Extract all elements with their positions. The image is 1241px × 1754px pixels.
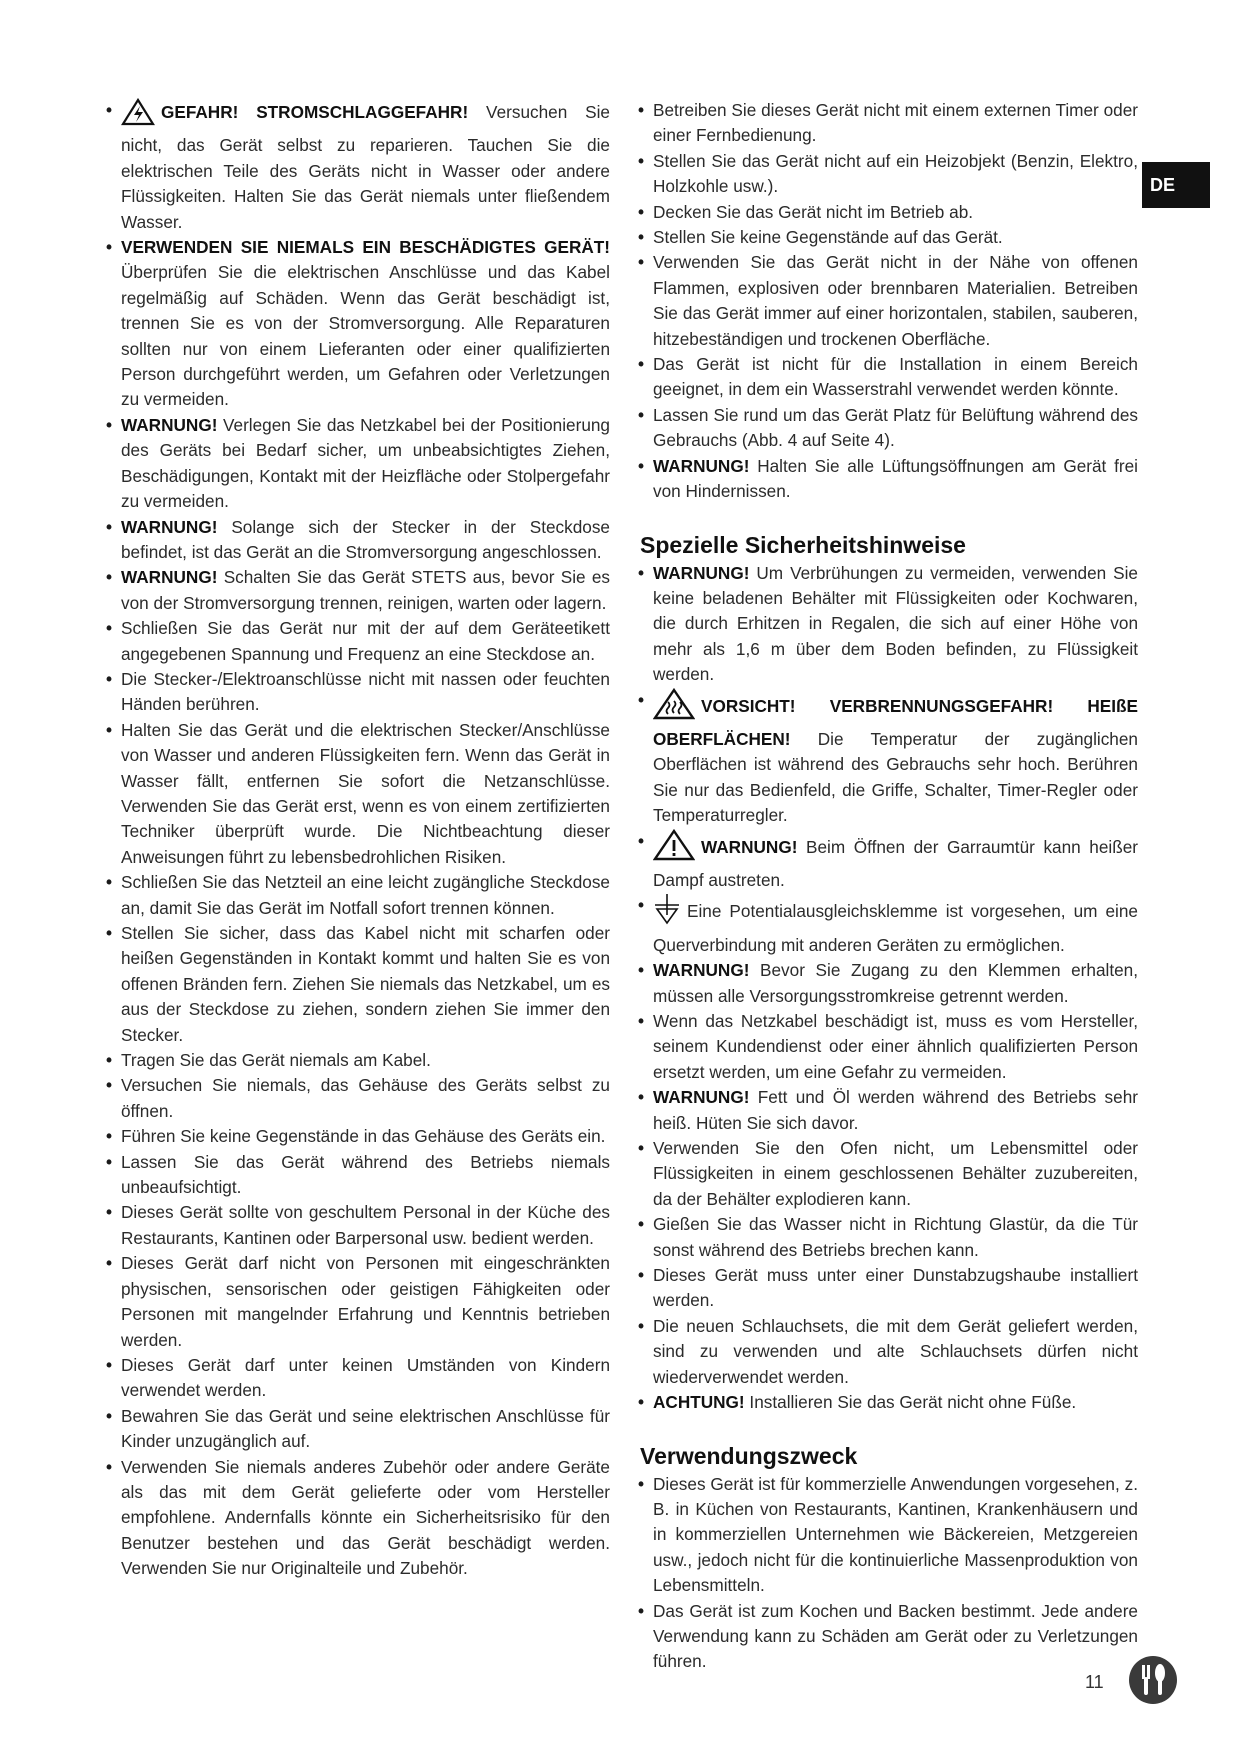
list-item: • Lassen Sie das Gerät während des Betriebs niemals unbeaufsichtigt. xyxy=(108,1150,610,1201)
right-column xyxy=(640,98,1138,1675)
list-item: • Das Gerät ist zum Kochen und Backen bestimmt. Jede andere Verwendung kann zu Schäden am Gerät oder zu Verletzungen führen. xyxy=(640,1599,1138,1675)
list-item: • WARNUNG! Um Verbrühungen zu vermeiden, verwenden Sie keine beladenen Behälter mit Flüssigkeiten oder Kochwaren, die durch Erhitzen in Regalen, die sich auf einer Höhe von mehr als 1,6 m über dem Boden befinden, zu Flüssigkeit werden. xyxy=(640,561,1138,688)
list-item: • ACHTUNG! Installieren Sie das Gerät nicht ohne Füße. xyxy=(640,1390,1138,1415)
section-title-intended-use: Verwendungszweck xyxy=(640,1442,858,1469)
list-item: • WARNUNG! Bevor Sie Zugang zu den Klemmen erhalten, müssen alle Versorgungsstromkreise getrennt werden. xyxy=(640,958,1138,1009)
list-item: • Decken Sie das Gerät nicht im Betrieb ab. xyxy=(640,200,1138,225)
list-item: • Stellen Sie das Gerät nicht auf ein Heizobjekt (Benzin, Elektro, Holzkohle usw.). xyxy=(640,149,1138,200)
hot-surface-icon xyxy=(653,688,695,727)
page-number: 11 xyxy=(1085,1672,1104,1692)
list-item: • Halten Sie das Gerät und die elektrischen Stecker/Anschlüsse von Wasser und anderen Flüssigkeiten fern. Wenn das Gerät in Wasser fällt, entfernen Sie sofort die Netzanschlüsse. Verwenden Sie das Gerät erst, wenn es von einem zertifizierten Techniker überprüft wurde. Die Nichtbeachtung dieser Anweisungen führt zu lebensbedrohlichen Risiken. xyxy=(108,718,610,870)
warning-icon xyxy=(653,829,695,868)
section-title-special-safety: Spezielle Sicherheitshinweise xyxy=(640,531,966,558)
list-item: • Schließen Sie das Gerät nur mit der auf dem Geräteetikett angegebenen Spannung und Frequenz an eine Steckdose an. xyxy=(108,616,610,667)
list-item: • Betreiben Sie dieses Gerät nicht mit einem externen Timer oder einer Fernbedienung. xyxy=(640,98,1138,149)
brand-logo-icon xyxy=(1128,1655,1178,1705)
list-item: • Verwenden Sie den Ofen nicht, um Lebensmittel oder Flüssigkeiten in einem geschlossenen Behälter zuzubereiten, da der Behälter explodieren kann. xyxy=(640,1136,1138,1212)
list-item: • GEFAHR! STROMSCHLAGGEFAHR! Versuchen Sie nicht, das Gerät selbst zu reparieren. Tauchen Sie die elektrischen Teile des Geräts nicht in Wasser oder andere Flüssigkeiten. Halten Sie das Gerät niemals unter fließendem Wasser. xyxy=(108,98,610,235)
list-item: • Stellen Sie sicher, dass das Kabel nicht mit scharfen oder heißen Gegenständen in Kontakt kommt und halten Sie es von offenen Bränden fern. Ziehen Sie niemals das Netzkabel, um es aus der Steckdose zu ziehen, sondern ziehen Sie immer den Stecker. xyxy=(108,921,610,1048)
list-item: • WARNUNG! Schalten Sie das Gerät STETS aus, bevor Sie es von der Stromversorgung trennen, reinigen, warten oder lagern. xyxy=(108,565,610,616)
electric-hazard-icon xyxy=(121,98,155,133)
list-item: • Dieses Gerät muss unter einer Dunstabzugshaube installiert werden. xyxy=(640,1263,1138,1314)
list-item: • Versuchen Sie niemals, das Gehäuse des Geräts selbst zu öffnen. xyxy=(108,1073,610,1124)
list-item: • Dieses Gerät ist für kommerzielle Anwendungen vorgesehen, z. B. in Küchen von Restaurants, Kantinen, Krankenhäusern und in kommerziellen Unternehmen wie Bäckereien, Metzgereien usw., jedoch nicht für die kontinuierliche Massenproduktion von Lebensmitteln. xyxy=(640,1472,1138,1599)
intended-use-list xyxy=(640,1472,1138,1675)
list-item: • Die neuen Schlauchsets, die mit dem Gerät geliefert werden, sind zu verwenden und alte Schlauchsets dürfen nicht wiederverwendet werden. xyxy=(640,1314,1138,1390)
language-tab: DE xyxy=(1142,162,1210,208)
list-item: • Führen Sie keine Gegenstände in das Gehäuse des Geräts ein. xyxy=(108,1124,610,1149)
list-item: • Dieses Gerät darf nicht von Personen mit eingeschränkten physischen, sensorischen oder geistigen Fähigkeiten oder Personen mit mangelnder Erfahrung und Kenntnis betrieben werden. xyxy=(108,1251,610,1353)
list-item: • Lassen Sie rund um das Gerät Platz für Belüftung während des Gebrauchs (Abb. 4 auf Seite 4). xyxy=(640,403,1138,454)
special-safety-list xyxy=(640,561,1138,1416)
list-item: • Bewahren Sie das Gerät und seine elektrischen Anschlüsse für Kinder unzugänglich auf. xyxy=(108,1404,610,1455)
list-item: • Eine Potentialausgleichsklemme ist vorgesehen, um eine Querverbindung mit anderen Geräten zu ermöglichen. xyxy=(640,893,1138,958)
list-item: • WARNUNG! Verlegen Sie das Netzkabel bei der Positionierung des Geräts bei Bedarf sicher, um unbeabsichtigtes Ziehen, Beschädigungen, Kontakt mit der Heizfläche oder Stolpergefahr zu vermeiden. xyxy=(108,413,610,515)
list-item: • Stellen Sie keine Gegenstände auf das Gerät. xyxy=(640,225,1138,250)
list-item: • Wenn das Netzkabel beschädigt ist, muss es vom Hersteller, seinem Kundendienst oder einer ähnlich qualifizierten Person ersetzt werden, um eine Gefahr zu vermeiden. xyxy=(640,1009,1138,1085)
equipotential-icon xyxy=(653,893,681,932)
list-item: • Verwenden Sie das Gerät nicht in der Nähe von offenen Flammen, explosiven oder brennbaren Materialien. Betreiben Sie das Gerät immer auf einer horizontalen, stabilen, sauberen, hitzebeständigen und trockenen Oberfläche. xyxy=(640,250,1138,352)
list-item: • Das Gerät ist nicht für die Installation in einem Bereich geeignet, in dem ein Wasserstrahl verwendet werden könnte. xyxy=(640,352,1138,403)
list-item: • Tragen Sie das Gerät niemals am Kabel. xyxy=(108,1048,610,1073)
left-safety-list xyxy=(108,98,610,1582)
list-item: • Schließen Sie das Netzteil an eine leicht zugängliche Steckdose an, damit Sie das Gerät im Notfall sofort trennen können. xyxy=(108,870,610,921)
right-top-list xyxy=(640,98,1138,505)
list-item: • Die Stecker-/Elektroanschlüsse nicht mit nassen oder feuchten Händen berühren. xyxy=(108,667,610,718)
list-item: • VORSICHT! VERBRENNUNGSGEFAHR! HEIßE OBERFLÄCHEN! Die Temperatur der zugänglichen Oberflächen ist während des Gebrauchs sehr hoch. Berühren Sie nur das Bedienfeld, die Griffe, Schalter, Timer-Regler oder Temperaturregler. xyxy=(640,688,1138,829)
list-item: • WARNUNG! Solange sich der Stecker in der Steckdose befindet, ist das Gerät an die Stromversorgung angeschlossen. xyxy=(108,515,610,566)
list-item: • WARNUNG! Beim Öffnen der Garraumtür kann heißer Dampf austreten. xyxy=(640,829,1138,894)
list-item: • VERWENDEN SIE NIEMALS EIN BESCHÄDIGTES GERÄT! Überprüfen Sie die elektrischen Anschlüsse und das Kabel regelmäßig auf Schäden. Wenn das Gerät beschädigt ist, trennen Sie es von der Stromversorgung. Alle Reparaturen sollten nur von einem Lieferanten oder einer qualifizierten Person durchgeführt werden, um Gefahren oder Verletzungen zu vermeiden. xyxy=(108,235,610,413)
list-item: • WARNUNG! Fett und Öl werden während des Betriebs sehr heiß. Hüten Sie sich davor. xyxy=(640,1085,1138,1136)
list-item: • WARNUNG! Halten Sie alle Lüftungsöffnungen am Gerät frei von Hindernissen. xyxy=(640,454,1138,505)
list-item: • Verwenden Sie niemals anderes Zubehör oder andere Geräte als das mit dem Gerät gelieferte oder vom Hersteller empfohlene. Andernfalls könnte ein Sicherheitsrisiko für den Benutzer bestehen und das Gerät beschädigt werden. Verwenden Sie nur Originalteile und Zubehör. xyxy=(108,1455,610,1582)
left-column xyxy=(108,98,610,1582)
list-item: • Gießen Sie das Wasser nicht in Richtung Glastür, da die Tür sonst während des Betriebs brechen kann. xyxy=(640,1212,1138,1263)
list-item: • Dieses Gerät darf unter keinen Umständen von Kindern verwendet werden. xyxy=(108,1353,610,1404)
list-item: • Dieses Gerät sollte von geschultem Personal in der Küche des Restaurants, Kantinen oder Barpersonal usw. bedient werden. xyxy=(108,1200,610,1251)
